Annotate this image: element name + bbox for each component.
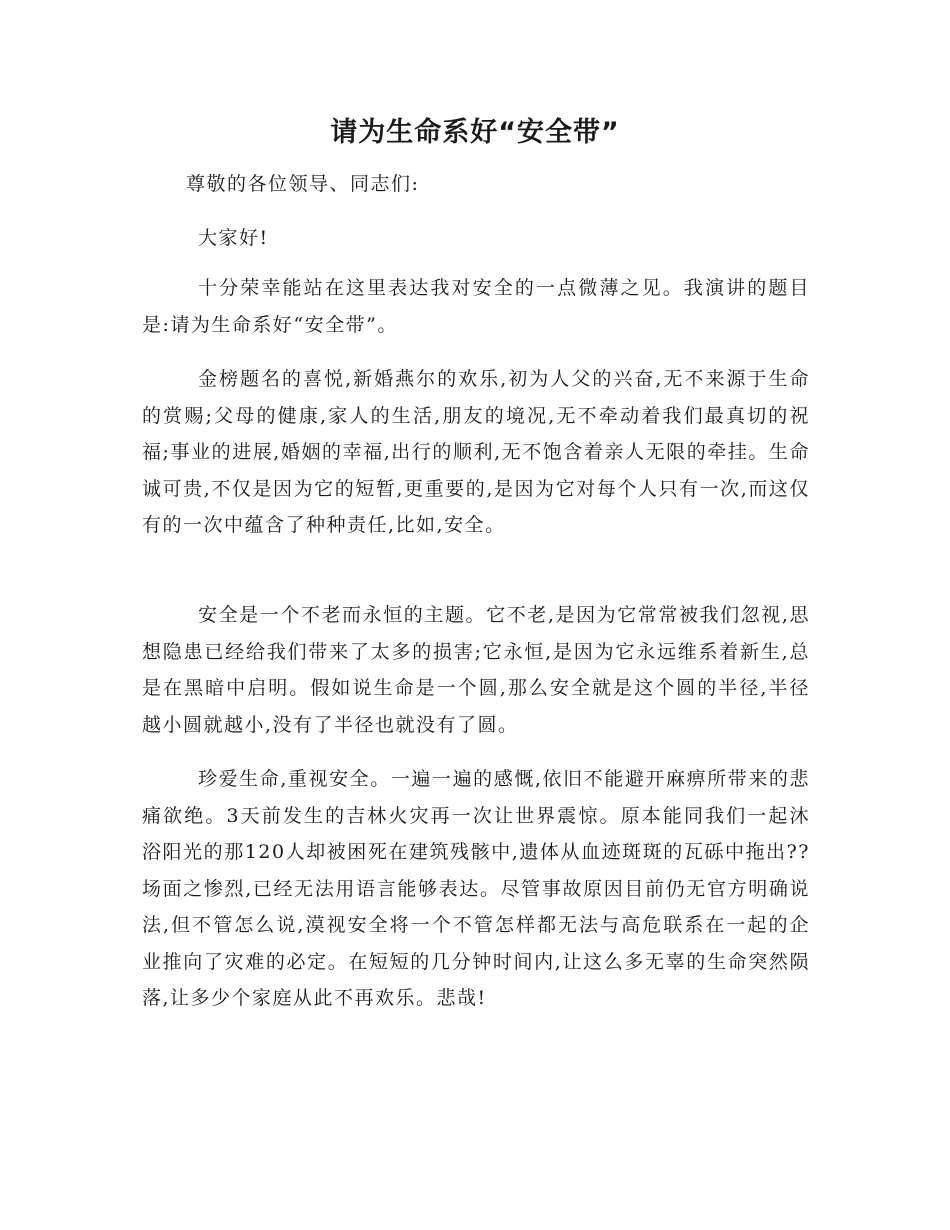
paragraph-fire-disaster: 珍爱生命,重视安全。一遍一遍的感慨,依旧不能避开麻痹所带来的悲痛欲绝。3天前发生的吉林火灾再一次让世界震惊。原本能同我们一起沐浴阳光的那120人却被困死在建筑残骸中,遗体从血迹斑斑的瓦砾中拖出??场面之惨烈,已经无法用语言能够表达。尽管事故原因目前仍无官方明确说法,但不管怎么说,漠视安全将一个不管怎样都无法与高危联系在一起的企业推向了灾难的必定。在短短的几分钟时间内,让这么多无辜的生命突然陨落,让多少个家庭从此不再欢乐。悲哉! bbox=[142, 768, 810, 1009]
document-title: 请为生命系好“安全带” bbox=[330, 117, 620, 148]
paragraph-safety-theme: 安全是一个不老而永恒的主题。它不老,是因为它常常被我们忽视,思想隐患已经给我们带来了太多的损害;它永恒,是因为它永远维系着新生,总是在黑暗中启明。假如说生命是一个圆,那么安全就是这个圆的半径,半径越小圆就越小,没有了半径也就没有了圆。 bbox=[142, 604, 810, 736]
salutation: 尊敬的各位领导、同志们: bbox=[186, 173, 420, 195]
greeting: 大家好! bbox=[198, 227, 269, 249]
paragraph-value-of-life: 金榜题名的喜悦,新婚燕尔的欢乐,初为人父的兴奋,无不来源于生命的赏赐;父母的健康,家人的生活,朋友的境况,无不牵动着我们最真切的祝福;事业的进展,婚姻的幸福,出行的顺利,无不饱含着亲人无限的牵挂。生命诚可贵,不仅是因为它的短暂,更重要的,是因为它对每个人只有一次,而这仅有的一次中蕴含了种种责任,比如,安全。 bbox=[142, 368, 810, 536]
paragraph-intro: 十分荣幸能站在这里表达我对安全的一点微薄之见。我演讲的题目是:请为生命系好“安全带”。 bbox=[142, 277, 810, 336]
